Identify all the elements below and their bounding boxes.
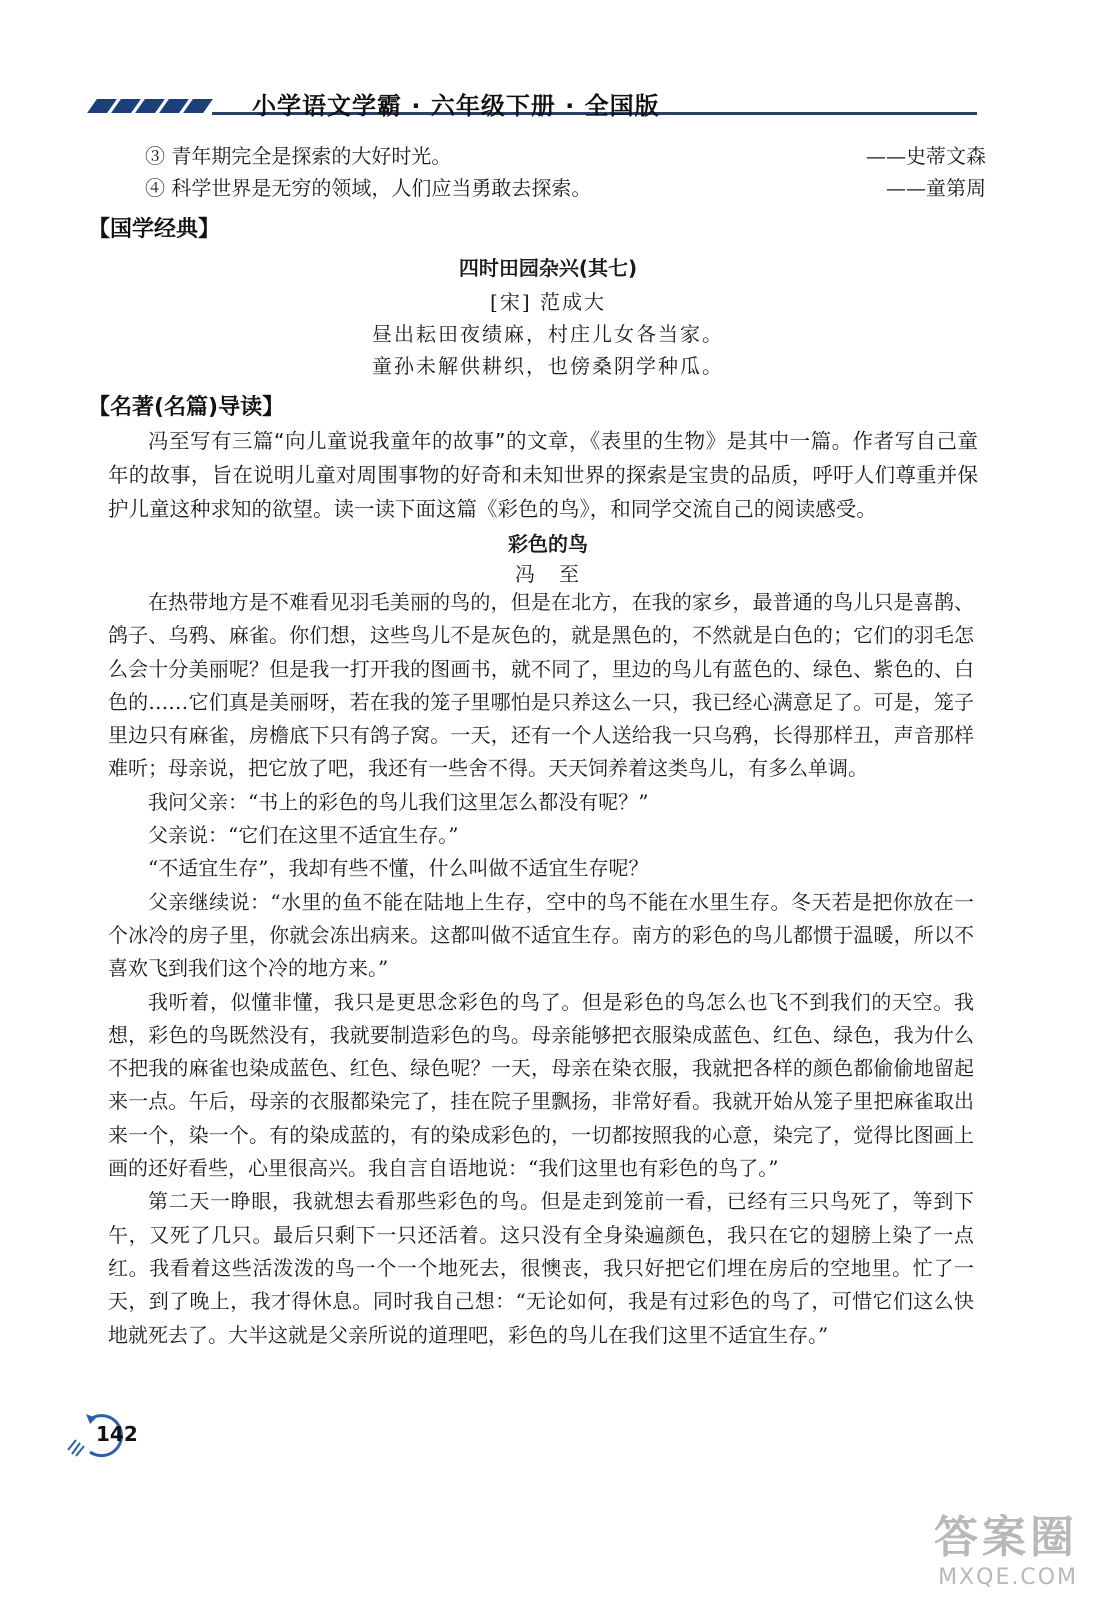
page-number-badge bbox=[62, 1410, 138, 1460]
article-paragraph: 我问父亲：“书上的彩色的鸟儿我们这里怎么都没有呢？” bbox=[148, 789, 649, 814]
article-paragraph: 我听着，似懂非懂，我只是更思念彩色的鸟了。但是彩色的鸟怎么也飞不到我们的天空。我想，彩色的鸟既然没有，我就要制造彩色的鸟。母亲能够把衣服染成蓝色、红色、绿色，我为什么不把我的麻雀也染成蓝色、红色、绿色呢？一天，母亲在染衣服，我就把各样的颜色都偷偷地留起来一点。午后，母亲的衣服都染完了，挂在院子里飘扬，非常好看。我就开始从笼子里把麻雀取出来一个，染一个。有的染成蓝的，有的染成彩色的，一切都按照我的心意，染完了，觉得比图画上画的还好看些，心里很高兴。我自言自语地说：“我们这里也有彩色的鸟了。” bbox=[108, 989, 974, 1181]
intro-text: 冯至写有三篇“向儿童说我童年的故事”的文章，《表里的生物》是其中一篇。作者写自己童年的故事，旨在说明儿童对周围事物的好奇和未知世界的探索是宝贵的品质，呼吁人们尊重并保护儿童这种求知的欲望。读一读下面这篇《彩色的鸟》，和同学交流自己的阅读感受。 bbox=[108, 429, 978, 521]
watermark-url: MXQE.COM bbox=[938, 1565, 1078, 1590]
quote-3: ③ 青年期完全是探索的大好时光。 bbox=[145, 144, 452, 168]
quote-4-author: ——童第周 bbox=[886, 176, 986, 200]
poem-line-2: 童孙未解供耕织，也傍桑阴学种瓜。 bbox=[372, 354, 724, 378]
article-title: 彩色的鸟 bbox=[508, 532, 588, 556]
intro-paragraph bbox=[108, 424, 978, 526]
article-paragraph: 父亲继续说：“水里的鱼不能在陆地上生存，空中的鸟不能在水里生存。冬天若是把你放在一个冰冷的房子里，你就会冻出病来。这都叫做不适宜生存。南方的彩色的鸟儿都惯于温暖，所以不喜欢飞到我们这个冷的地方来。” bbox=[108, 889, 974, 981]
article-author: 冯 至 bbox=[515, 562, 581, 586]
article-paragraph: 在热带地方是不难看见羽毛美丽的鸟的，但是在北方，在我的家乡，最普通的鸟儿只是喜鹊、鸽子、乌鸦、麻雀。你们想，这些鸟儿不是灰色的，就是黑色的，不然就是白色的；它们的羽毛怎么会十分美丽呢？但是我一打开我的图画书，就不同了，里边的鸟儿有蓝色的、绿色、紫色的、白色的……它们真是美丽呀，若在我的笼子里哪怕是只养这么一只，我已经心满意足了。可是，笼子里边只有麻雀，房檐底下只有鸽子窝。一天，还有一个人送给我一只乌鸦，长得那样丑，声音那样难听；母亲说，把它放了吧，我还有一些舍不得。天天饲养着这类鸟儿，有多么单调。 bbox=[108, 590, 974, 781]
page-header bbox=[92, 84, 977, 124]
watermark bbox=[934, 1501, 1078, 1590]
section-reading-guide-heading: 【名著(名篇)导读】 bbox=[88, 395, 285, 420]
page-number: 142 bbox=[96, 1422, 138, 1446]
poem-title: 四时田园杂兴(其七) bbox=[458, 256, 638, 280]
quote-3-author: ——史蒂文森 bbox=[866, 144, 986, 168]
poem-line-1: 昼出耘田夜绩麻，村庄儿女各当家。 bbox=[372, 322, 724, 346]
book-title: 小学语文学霸 · 六年级下册 · 全国版 bbox=[252, 92, 660, 120]
article-body bbox=[108, 586, 974, 1352]
poem-author: [宋] 范成大 bbox=[490, 290, 606, 314]
quote-4: ④ 科学世界是无穷的领域，人们应当勇敢去探索。 bbox=[145, 176, 592, 200]
article-paragraph: 父亲说：“它们在这里不适宜生存。” bbox=[148, 823, 459, 848]
article-paragraph: 第二天一睁眼，我就想去看那些彩色的鸟。但是走到笼前一看，已经有三只鸟死了，等到下午，又死了几只。最后只剩下一只还活着。这只没有全身染遍颜色，我只在它的翅膀上染了一点红。我看着这些活泼泼的鸟一个一个地死去，很懊丧，我只好把它们埋在房后的空地里。忙了一天，到了晚上，我才得休息。同时我自己想：“无论如何，我是有过彩色的鸟了，可惜它们这么快地就死去了。大半这就是父亲所说的道理吧，彩色的鸟儿在我们这里不适宜生存。” bbox=[108, 1189, 974, 1347]
article-paragraph: “不适宜生存”，我却有些不懂，什么叫做不适宜生存呢？ bbox=[148, 856, 649, 881]
header-stripes bbox=[92, 98, 232, 116]
section-guoxue-heading: 【国学经典】 bbox=[88, 217, 221, 242]
watermark-logo-text: 答案圈 bbox=[934, 1512, 1078, 1563]
